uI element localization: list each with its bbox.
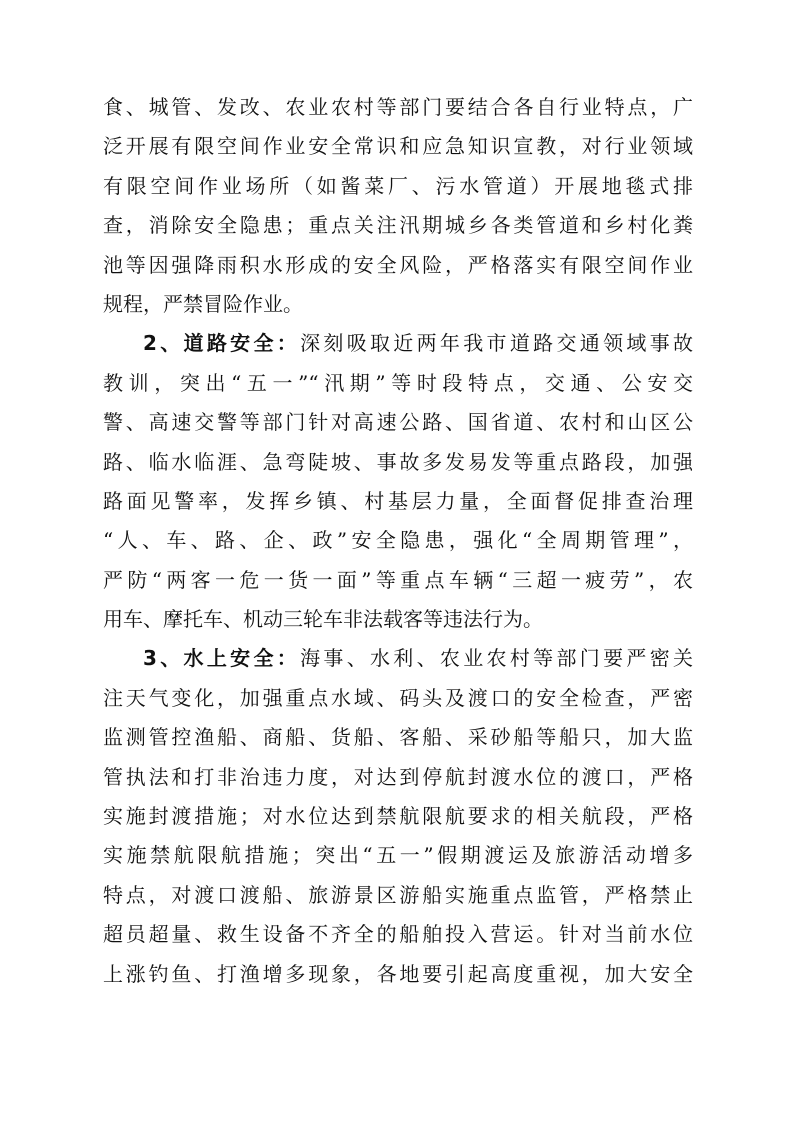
text-line: 规程，严禁冒险作业。 (103, 291, 303, 316)
paragraph-first-line (103, 639, 693, 678)
text-line: 池等因强降雨积水形成的安全风险，严格落实有限空间作业 (103, 252, 693, 277)
section-heading-road-safety: 2、道路安全： (143, 331, 301, 356)
text-line: 超员超量、救生设备不齐全的船舶投入营运。针对当前水位 (103, 922, 693, 947)
text-line: 泛开展有限空间作业安全常识和应急知识宣教，对行业领域 (103, 134, 693, 159)
text-line: 严防“两客一危一货一面”等重点车辆“三超一疲劳”，农 (103, 567, 693, 592)
text-run: 深刻吸取近两年我市道路交通领域事故 (300, 331, 694, 356)
text-line: 上涨钓鱼、打渔增多现象，各地要引起高度重视，加大安全 (103, 961, 693, 986)
text-line: 实施封渡措施；对水位达到禁航限航要求的相关航段，严格 (103, 804, 693, 829)
section-heading-water-safety: 3、水上安全： (143, 646, 301, 671)
text-line: 路、临水临涯、急弯陡坡、事故多发易发等重点路段，加强 (103, 449, 693, 474)
text-line: 用车、摩托车、机动三轮车非法载客等违法行为。 (103, 607, 543, 632)
document-body (103, 88, 693, 994)
text-line: 注天气变化，加强重点水域、码头及渡口的安全检查，严密 (103, 685, 693, 710)
text-line: 路面见警率，发挥乡镇、村基层力量，全面督促排查治理 (103, 488, 693, 513)
text-line: 管执法和打非治违力度，对达到停航封渡水位的渡口，严格 (103, 764, 693, 789)
text-line: “人、车、路、企、政”安全隐患，强化“全周期管理”， (103, 528, 693, 553)
text-line: 查，消除安全隐患；重点关注汛期城乡各类管道和乡村化粪 (103, 213, 693, 238)
text-line: 实施禁航限航措施；突出“五一”假期渡运及旅游活动增多 (103, 843, 693, 868)
text-run: 海事、水利、农业农村等部门要严密关 (300, 646, 694, 671)
paragraph-3 (103, 639, 693, 994)
paragraph-2 (103, 324, 693, 639)
text-line: 特点，对渡口渡船、旅游景区游船实施重点监管，严格禁止 (103, 882, 693, 907)
text-line: 监测管控渔船、商船、货船、客船、采砂船等船只，加大监 (103, 725, 693, 750)
text-line: 教训，突出“五一”“汛期”等时段特点，交通、公安交 (103, 370, 693, 395)
paragraph-1 (103, 88, 693, 324)
text-line: 警、高速交警等部门针对高速公路、国省道、农村和山区公 (103, 410, 693, 435)
paragraph-first-line (103, 324, 693, 363)
text-line: 有限空间作业场所（如酱菜厂、污水管道）开展地毯式排 (103, 173, 693, 198)
text-line: 食、城管、发改、农业农村等部门要结合各自行业特点，广 (103, 95, 693, 119)
